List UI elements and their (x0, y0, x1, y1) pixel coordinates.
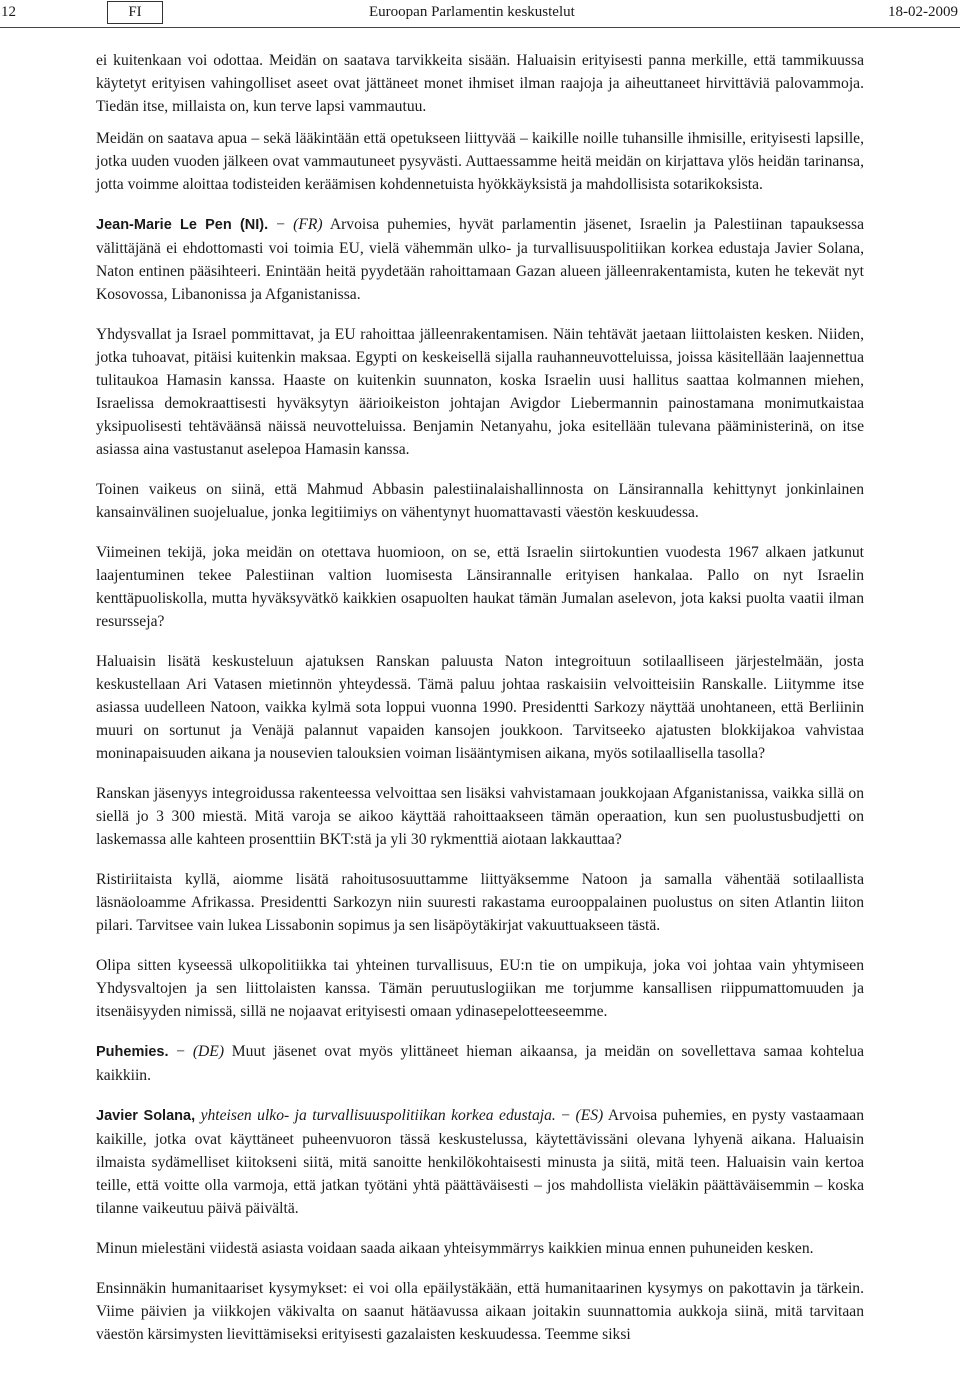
speaker-name: Puhemies. (96, 1044, 169, 1060)
paragraph: ei kuitenkaan voi odottaa. Meidän on saatava tarvikkeita sisään. Haluaisin erityisesti panna merkille, että tammikuussa käytetyt erityisen vahingolliset aseet ovat jättäneet monet ihmiset ilman raajoja ja aiheuttaneet hirvittäviä palovammoja. Tiedän itse, millaista on, kun terve lapsi vammautuu. (96, 52, 864, 115)
page-number: 12 (1, 4, 16, 20)
dash-separator: − (555, 1107, 576, 1124)
speech-paragraph (96, 1040, 864, 1087)
document-body (96, 49, 864, 1363)
paragraph: Minun mielestäni viidestä asiasta voidaan saada aikaan yhteisymmärrys kaikkien minua ennen puhuneiden kesken. (96, 1240, 814, 1257)
publication-title: Euroopan Parlamentin keskustelut (369, 4, 575, 20)
paragraph: Haluaisin lisätä keskusteluun ajatuksen Ranskan paluusta Naton integroituun sotilaalliseen järjestelmään, josta keskustellaan Ari Vatasen mietinnön yhteydessä. Tämä paluu johtaa raskaisiin velvoitteisiin Ranskalle. Liitymme itse asiassa uudelleen Natoon, vaikka kylmä sota loppui vuonna 1990. Presidentti Sarkozy näyttää unohtaneen, että Berliinin muuri on sortunut ja Venäjä palannut vapaiden kansojen joukkoon. Tarvitseeko ajatusten blokkijakoa vahvistaa moninapaisuuden aikana ja nousevien talouksien voiman lisääntymisen aikana, myös sotilaallisella tasolla? (96, 653, 864, 762)
speaker-name: Javier Solana, (96, 1108, 196, 1124)
language-tag: (FR) (293, 216, 323, 233)
language-tag: (ES) (575, 1107, 604, 1124)
paragraph: Toinen vaikeus on siinä, että Mahmud Abbasin palestiinalaishallinnosta on Länsirannalla kehittynyt jonkinlainen kansainvälinen suojelualue, jonka legitiimiys on vähentynyt huomattavasti väestön keskuudessa. (96, 481, 864, 521)
dash-separator: − (268, 216, 294, 233)
speaker-name: Jean-Marie Le Pen (NI). (96, 217, 269, 233)
paragraph: Ranskan jäsenyys integroidussa rakenteessa velvoittaa sen lisäksi vahvistamaan joukkojaan Afganistanissa, vaikka sillä on siellä jo 3 300 miestä. Mitä varoja se aikoo käyttää rahoittaakseen tämän operaation, kun sen puolustusbudjetti on laskemassa alle kahteen prosenttiin BKT:stä ja yli 30 rykmenttiä aiotaan lakkauttaa? (96, 785, 864, 848)
speech-text: Arvoisa puhemies, hyvät parlamentin jäsenet, Israelin ja Palestiinan tapauksessa välittäjänä ei ehdottomasti voi toimia EU, vielä vähemmän ulko- ja turvallisuuspolitiikan korkea edustaja Javier Solana, Naton entinen pääsihteeri. Enintään heitä pyydetään rahoittamaan Gazan alueen jälleenrakentamista, kuten he tekevät nyt Kosovossa, Libanonissa ja Afganistanissa. (96, 216, 865, 303)
paragraph: Meidän on saatava apua – sekä lääkintään että opetukseen liittyvää – kaikille noille tuhansille ihmisille, erityisesti lapsille, jotka uuden vuoden jälkeen ovat vammautuneet pysyvästi. Auttaessamme heitä meidän on kirjattava ylös heidän tarinansa, jotta voimme aloittaa todisteiden keräämisen kohdennetuista hyökkäyksistä ja mahdollisista sotarikoksista. (96, 130, 864, 193)
speech-paragraph (96, 213, 864, 306)
paragraph: Viimeinen tekijä, joka meidän on otettava huomioon, on se, että Israelin siirtokuntien vuodesta 1967 alkaen jatkunut laajentuminen tekee Palestiinan valtion luomisesta Länsirannalle erityisen hankalaa. Pallo on nyt Israelin kenttäpuoliskolla, mutta hyväksyvätkö kaikkien osapuolten haukat tämän Jumalan aselevon, jota kaksi puolta vaatii ilman resursseja? (96, 544, 864, 630)
language-code-box: FI (107, 1, 163, 24)
page-header (0, 0, 960, 28)
paragraph: Ensinnäkin humanitaariset kysymykset: ei voi olla epäilystäkään, että humanitaarinen kysymys on pakottavin ja tärkein. Viime päivien ja viikkojen väkivalta on saanut hätäavussa aikaan joitakin suunnattomia aukkoja siinä, mitä tarvitaan väestön kärsimysten lievittämiseksi erityisesti gazalaisten keskuudessa. Teemme siksi (96, 1280, 864, 1343)
publication-date: 18-02-2009 (888, 4, 958, 20)
speech-text: Muut jäsenet ovat myös ylittäneet hieman aikaansa, ja meidän on sovellettava samaa kohtelua kaikkiin. (96, 1043, 864, 1084)
speech-paragraph (96, 1104, 864, 1220)
language-tag: (DE) (192, 1043, 225, 1060)
paragraph: Ristiriitaista kyllä, aiomme lisätä rahoitusosuuttamme liittyäksemme Natoon ja samalla vähentää sotilaallista läsnäoloamme Afrikassa. Presidentti Sarkozyn niin suuresti rakastama eurooppalainen puolustus on siten Atlantin liiton pilari. Tarvitsee vain lukea Lissabonin sopimus ja sen lisäpöytäkirjat vakuuttuakseen tästä. (96, 871, 864, 934)
paragraph: Yhdysvallat ja Israel pommittavat, ja EU rahoittaa jälleenrakentamisen. Näin tehtävät jaetaan liittolaisten kesken. Niiden, jotka tuhoavat, pitäisi kuitenkin maksaa. Egypti on keskeisellä sijalla rauhanneuvotteluissa, joissa käsitellään laajennettua tulitaukoa Hamasin kanssa. Haaste on kuitenkin suunnaton, koska Israelin uusi hallitus saattaa kolmannen miehen, Israelissa demokraattisesti hyväksytyn äärioikeiston johtajan Avigdor Liebermannin painostamana monimutkaistaa yksipuolisesti tehtäväänsä näissä neuvotteluissa. Benjamin Netanyahu, joka esitellään tulevana pääministerinä, on itse asiassa aina vastustanut aselepoa Hamasin kanssa. (96, 326, 864, 458)
speech-text: Arvoisa puhemies, en pysty vastaamaan kaikille, jotka ovat käyttäneet puheenvuoron tässä keskustelussa, käytettävissäni olevana lyhyenä aikana. Haluaisin ilmaista sydämelliset kiitokseni siitä, mitä sanoitte henkilökohtaisesti minusta ja siitä, mitä teen. Haluaisin vain kertoa teille, että voitte olla varmoja, että jatkan työtäni yhtä päättäväisesti – jos mahdollista vieläkin päättäväisemmin – koska tilanne vaikeutuu päivä päivältä. (96, 1107, 865, 1217)
dash-separator: − (168, 1043, 193, 1060)
paragraph: Olipa sitten kyseessä ulkopolitiikka tai yhteinen turvallisuus, EU:n tie on umpikuja, joka voi johtaa vain yhtymiseen Yhdysvaltojen ja sen liittolaisten kanssa. Tämän peruutuslogiikan me torjumme kansallisen riippumattomuuden ja itsenäisyyden nimissä, sillä ne nojaavat erityisesti omaan ydinasepelotteeseemme. (96, 957, 864, 1020)
speaker-role: yhteisen ulko- ja turvallisuuspolitiikan korkea edustaja. (195, 1107, 556, 1124)
